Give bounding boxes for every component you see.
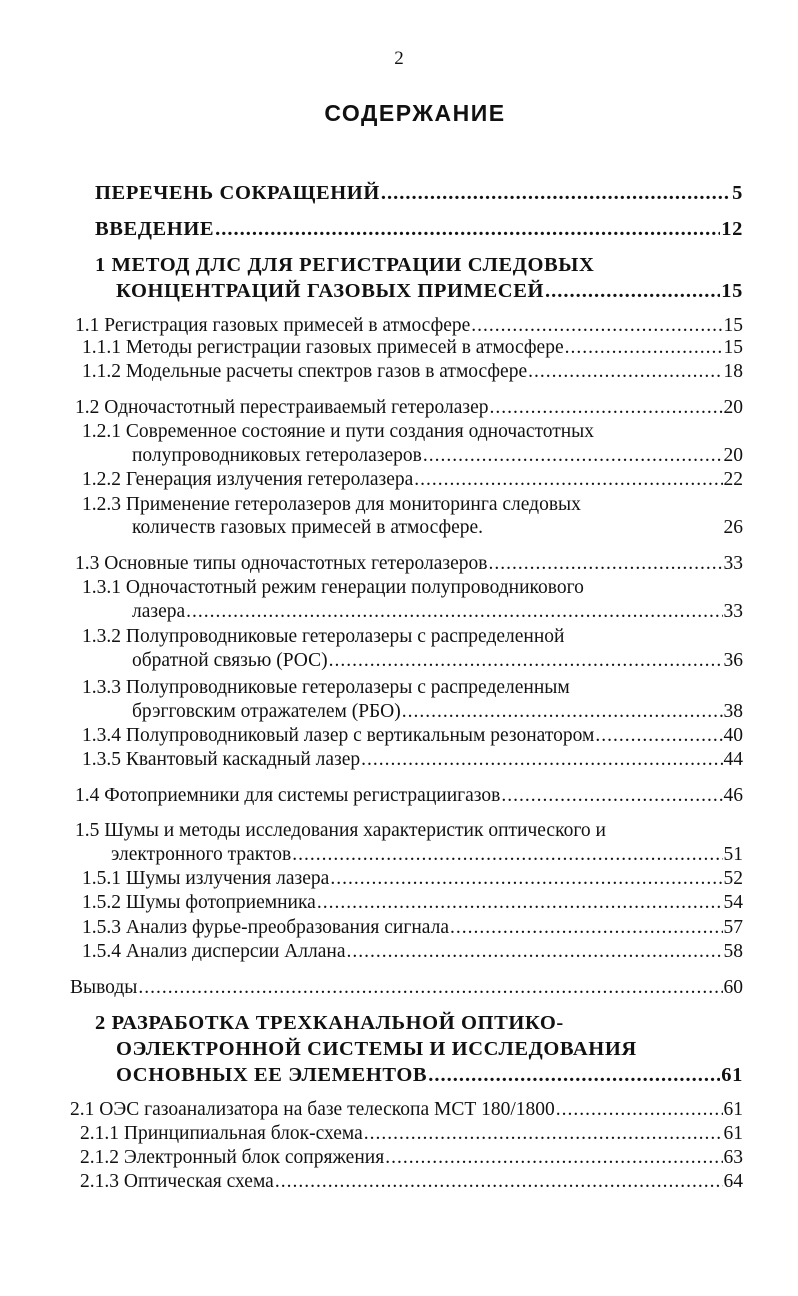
toc-entry-text: ПЕРЕЧЕНЬ СОКРАЩЕНИЙ — [95, 182, 380, 204]
dot-leader — [501, 783, 722, 809]
toc-page-number: 20 — [723, 445, 743, 466]
toc-entry-text: брэгговским отражателем (РБО) — [132, 701, 401, 722]
toc-page-number: 61 — [723, 1099, 743, 1120]
toc-section-1-4[interactable] — [75, 783, 743, 809]
toc-page-number: 38 — [723, 701, 743, 722]
dot-leader — [215, 216, 720, 242]
toc-entry-text: 2.1.1 Принципиальная блок-схема — [80, 1123, 363, 1144]
toc-page-number: 15 — [723, 337, 743, 358]
toc-page-number: 60 — [723, 977, 743, 998]
toc-entry-text: полупроводниковых гетеролазеров — [132, 445, 422, 466]
toc-section-1-3-3[interactable] — [132, 699, 743, 725]
dot-leader — [414, 467, 722, 493]
toc-chapter-2-line2[interactable]: ОЭЛЕКТРОННОЙ СИСТЕМЫ И ИССЛЕДОВАНИЯ — [116, 1038, 637, 1060]
toc-section-1-3-2-line1[interactable]: 1.3.2 Полупроводниковые гетеролазеры с распределенной — [82, 626, 565, 647]
toc-entry-text: 1.1.2 Модельные расчеты спектров газов в атмосфере — [82, 361, 528, 382]
toc-section-1-1-1[interactable] — [82, 335, 743, 361]
toc-entry-text: 2.1.3 Оптическая схема — [80, 1171, 274, 1192]
toc-page-number: 18 — [723, 361, 743, 382]
toc-entry-text: обратной связью (РОС) — [132, 650, 328, 671]
dot-leader — [556, 1097, 723, 1123]
toc-entry-text: лазера — [132, 601, 186, 622]
dot-leader — [317, 890, 723, 916]
toc-entry-text: Выводы — [70, 977, 138, 998]
toc-section-1-2-2[interactable] — [82, 467, 743, 493]
toc-conclusions[interactable] — [70, 975, 743, 1001]
toc-entry-text: 1.2 Одночастотный перестраиваемый гетеролазер — [75, 397, 489, 418]
toc-section-1-5-3[interactable] — [82, 915, 743, 941]
toc-section-2-1[interactable] — [70, 1097, 743, 1123]
toc-section-2-1-3[interactable] — [80, 1169, 743, 1195]
dot-leader — [385, 1145, 722, 1171]
toc-entry-text: 1.2.2 Генерация излучения гетеролазера — [82, 469, 414, 490]
toc-entry-text: 1.5.1 Шумы излучения лазера — [82, 868, 330, 889]
toc-chapter-1-line1[interactable]: 1 МЕТОД ДЛС ДЛЯ РЕГИСТРАЦИИ СЛЕДОВЫХ — [95, 254, 595, 276]
toc-section-1-3-2[interactable] — [132, 648, 743, 674]
dot-leader — [423, 443, 723, 469]
toc-page-number: 63 — [723, 1147, 743, 1168]
dot-leader — [138, 975, 722, 1001]
toc-section-1-2-3[interactable] — [132, 515, 743, 541]
dot-leader — [488, 551, 722, 577]
toc-entry-text: ОСНОВНЫХ ЕЕ ЭЛЕМЕНТОВ — [116, 1064, 428, 1086]
toc-page-number: 61 — [721, 1064, 743, 1086]
toc-section-1-1-2[interactable] — [82, 359, 743, 385]
toc-entry-text: 2.1.2 Электронный блок сопряжения — [80, 1147, 385, 1168]
toc-chapter-2-line1[interactable]: 2 РАЗРАБОТКА ТРЕХКАНАЛЬНОЙ ОПТИКО- — [95, 1012, 564, 1034]
dot-leader — [275, 1169, 723, 1195]
toc-page-number: 46 — [723, 785, 743, 806]
toc-section-1-3-1[interactable] — [132, 599, 743, 625]
toc-section-1-3-1-line1[interactable]: 1.3.1 Одночастотный режим генерации полупроводникового — [82, 577, 584, 598]
toc-entry-introduction[interactable] — [95, 216, 743, 242]
toc-page-number: 61 — [723, 1123, 743, 1144]
dot-leader — [565, 335, 723, 361]
toc-entry-text: 1.3.4 Полупроводниковый лазер с вертикальным резонатором — [82, 725, 595, 746]
toc-section-1-3[interactable] — [75, 551, 743, 577]
dot-leader — [186, 599, 722, 625]
toc-entry-text: 1.5.2 Шумы фотоприемника — [82, 892, 316, 913]
dot-leader — [450, 915, 723, 941]
toc-section-1-2-1[interactable] — [132, 443, 743, 469]
toc-section-1-3-3-line1[interactable]: 1.3.3 Полупроводниковые гетеролазеры с распределенным — [82, 677, 570, 698]
toc-page-number: 58 — [723, 941, 743, 962]
toc-page-number: 26 — [723, 517, 743, 538]
toc-page-number: 57 — [723, 917, 743, 938]
dot-leader — [545, 278, 720, 304]
toc-entry-text: электронного трактов — [111, 844, 292, 865]
dot-leader — [381, 180, 731, 206]
toc-entry-text: 2.1 ОЭС газоанализатора на базе телескопа МСТ 180/1800 — [70, 1099, 555, 1120]
page-title: СОДЕРЖАНИЕ — [324, 100, 506, 126]
toc-page-number: 54 — [723, 892, 743, 913]
toc-entry-text: 1.5.3 Анализ фурье-преобразования сигнала — [82, 917, 449, 938]
toc-entry-text: 1.4 Фотоприемники для системы регистрациигазов — [75, 785, 501, 806]
toc-page-number: 36 — [723, 650, 743, 671]
toc-page-number: 52 — [723, 868, 743, 889]
toc-page-number: 51 — [723, 844, 743, 865]
toc-section-1-5-4[interactable] — [82, 939, 743, 965]
dot-leader — [361, 747, 722, 773]
toc-entry-text: ВВЕДЕНИЕ — [95, 218, 215, 240]
toc-page-number: 15 — [721, 280, 743, 302]
toc-section-1-2[interactable] — [75, 395, 743, 421]
toc-section-2-1-1[interactable] — [80, 1121, 743, 1147]
dot-leader — [329, 648, 723, 674]
dot-leader — [292, 842, 722, 868]
toc-entry-text: 1.5.4 Анализ дисперсии Аллана — [82, 941, 346, 962]
dot-leader — [428, 1062, 720, 1088]
dot-leader — [528, 359, 722, 385]
toc-chapter-1[interactable] — [116, 278, 743, 304]
toc-entry-text: 1.3.5 Квантовый каскадный лазер — [82, 749, 361, 770]
toc-section-1-2-1-line1[interactable]: 1.2.1 Современное состояние и пути создания одночастотных — [82, 421, 595, 442]
toc-page-number: 12 — [721, 218, 743, 240]
dot-leader — [595, 723, 722, 749]
toc-page-number: 64 — [723, 1171, 743, 1192]
toc-section-1-3-5[interactable] — [82, 747, 743, 773]
toc-section-1-5-2[interactable] — [82, 890, 743, 916]
toc-page-number: 15 — [723, 315, 743, 336]
toc-entry-text: количеств газовых примесей в атмосфере. — [132, 517, 484, 538]
toc-entry-text: КОНЦЕНТРАЦИЙ ГАЗОВЫХ ПРИМЕСЕЙ — [116, 280, 545, 302]
toc-section-2-1-2[interactable] — [80, 1145, 743, 1171]
toc-chapter-2[interactable] — [116, 1062, 743, 1088]
toc-entry-text: 1.1 Регистрация газовых примесей в атмосфере — [75, 315, 471, 336]
toc-page-number: 20 — [723, 397, 743, 418]
toc-page-number: 22 — [723, 469, 743, 490]
toc-entry-abbreviations[interactable] — [95, 180, 743, 206]
dot-leader — [347, 939, 723, 965]
toc-entry-text: 1.3 Основные типы одночастотных гетеролазеров — [75, 553, 488, 574]
dot-leader — [364, 1121, 723, 1147]
toc-section-1-5[interactable] — [111, 842, 743, 868]
dot-leader — [489, 395, 722, 421]
toc-page-number: 33 — [723, 553, 743, 574]
toc-section-1-3-4[interactable] — [82, 723, 743, 749]
toc-section-1-5-line1[interactable]: 1.5 Шумы и методы исследования характеристик оптического и — [75, 820, 606, 841]
page-number: 2 — [394, 48, 404, 69]
dot-leader — [330, 866, 722, 892]
toc-section-1-2-3-line1[interactable]: 1.2.3 Применение гетеролазеров для мониторинга следовых — [82, 494, 581, 515]
toc-page-number: 33 — [723, 601, 743, 622]
toc-page-number: 44 — [723, 749, 743, 770]
toc-entry-text: 1.1.1 Методы регистрации газовых примесей в атмосфере — [82, 337, 564, 358]
toc-page-number: 5 — [732, 182, 743, 204]
dot-leader — [402, 699, 723, 725]
toc-section-1-5-1[interactable] — [82, 866, 743, 892]
toc-page-number: 40 — [723, 725, 743, 746]
